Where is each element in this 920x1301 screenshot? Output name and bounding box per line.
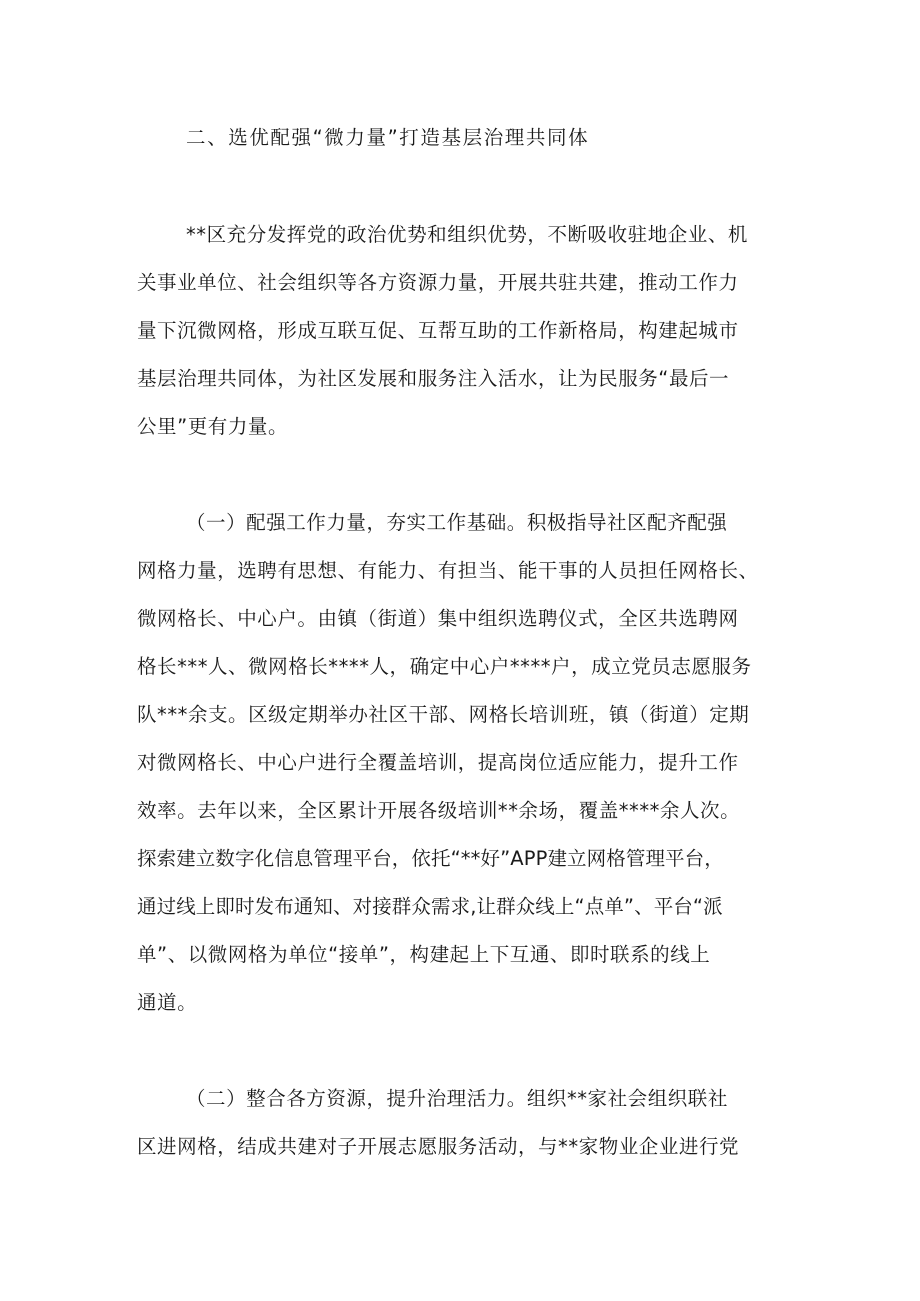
section2-line-2: 区进网格，结成共建对子开展志愿服务活动，与**家物业企业进行党 — [137, 1135, 740, 1158]
intro-line-4: 基层治理共同体，为社区发展和服务注入活水，让为民服务“最后一 — [137, 367, 730, 390]
section1-line-7: 效率。去年以来，全区累计开展各级培训**余场，覆盖****余人次。 — [137, 799, 741, 822]
section1-line-6: 对微网格长、中心户进行全覆盖培训，提高岗位适应能力，提升工作 — [137, 751, 739, 774]
section1-line-9: 通过线上即时发布通知、对接群众需求,让群众线上“点单”、平台“派 — [137, 895, 723, 918]
section1-line-2: 网格力量，选聘有思想、有能力、有担当、能干事的人员担任网格长、 — [137, 559, 759, 582]
intro-line-5: 公里”更有力量。 — [137, 415, 289, 438]
section2-line-1: （二）整合各方资源，提升治理活力。组织**家社会组织联社 — [186, 1087, 728, 1110]
section1-line-10: 单”、以微网格为单位“接单”，构建起上下互通、即时联系的线上 — [137, 943, 711, 966]
section1-line-8: 探索建立数字化信息管理平台，依托“**好”APP建立网格管理平台， — [137, 847, 724, 870]
section1-line-1: （一）配强工作力量，夯实工作基础。积极指导社区配齐配强 — [186, 511, 728, 534]
section-heading: 二、选优配强“微力量”打造基层治理共同体 — [186, 126, 590, 149]
section1-line-4: 格长***人、微网格长****人，确定中心户****户，成立党员志愿服务 — [137, 655, 752, 678]
section1-line-11: 通道。 — [137, 991, 198, 1014]
intro-line-3: 量下沉微网格，形成互联互促、互帮互助的工作新格局，构建起城市 — [137, 319, 739, 342]
section1-line-5: 队***余支。区级定期举办社区干部、网格长培训班，镇（街道）定期 — [137, 703, 750, 726]
intro-line-2: 关事业单位、社会组织等各方资源力量，开展共驻共建，推动工作力 — [137, 271, 739, 294]
section1-line-3: 微网格长、中心户。由镇（街道）集中组织选聘仪式，全区共选聘网 — [137, 607, 739, 630]
intro-line-1: **区充分发挥党的政治优势和组织优势，不断吸收驻地企业、机 — [186, 223, 748, 246]
